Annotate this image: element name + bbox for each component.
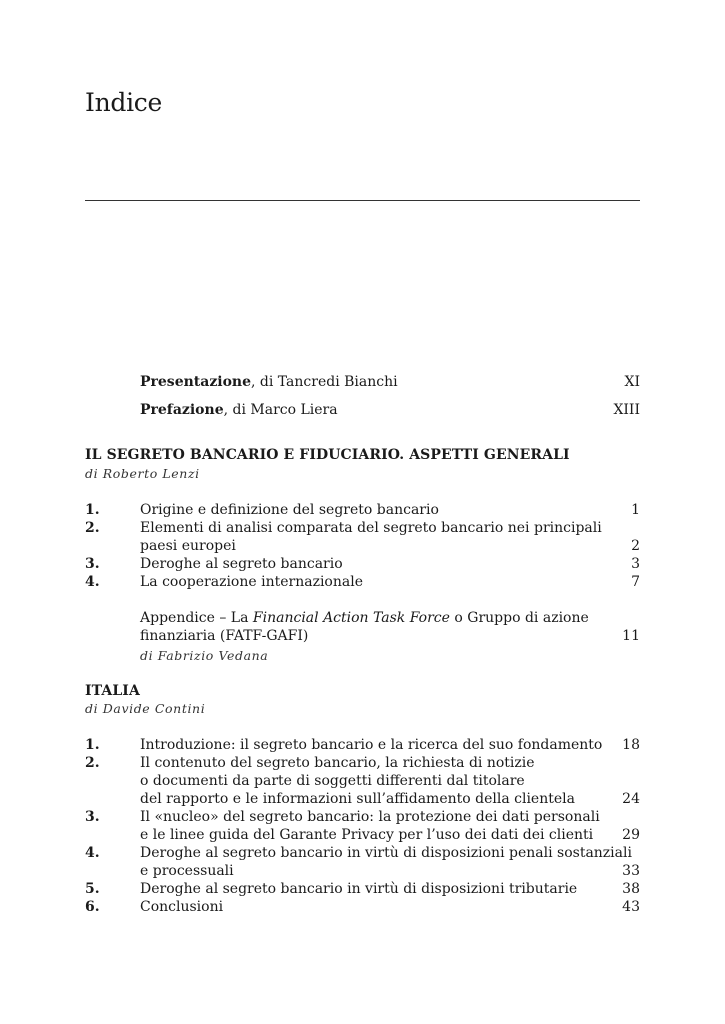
page-number: 18 [622,737,640,753]
entry-text: Il «nucleo» del segreto bancario: la protezione dei dati personali [140,809,600,825]
entry-text: o documenti da parte di soggetti differenti dal titolare [140,773,525,789]
entry-number: 2. [85,520,100,536]
entry-text: Conclusioni [140,899,224,915]
toc-entry-presentazione[interactable] [140,373,640,391]
page-number: XI [624,374,640,390]
entry-text: paesi europei [140,538,236,554]
page-number: 3 [631,556,640,572]
entry-number: 1. [85,502,100,518]
page-number: 24 [622,791,640,807]
entry-text: Il contenuto del segreto bancario, la richiesta di notizie [140,755,535,771]
entry-text: Deroghe al segreto bancario in virtù di disposizioni penali sostanziali [140,845,632,861]
page-number: 2 [631,538,640,554]
entry-number: 5. [85,881,100,897]
entry-number: 4. [85,574,100,590]
appendix-suffix: o Gruppo di azione [449,610,589,626]
page-number: XIII [613,402,640,418]
section-title: ITALIA [85,683,140,699]
entry-text: finanziaria (FATF-GAFI) [140,628,309,644]
page-number: 7 [631,574,640,590]
section-author: di Davide Contini [85,701,206,716]
entry-text: e le linee guida del Garante Privacy per l’uso dei dati dei clienti [140,827,594,843]
entry-number: 1. [85,737,100,753]
entry-text: del rapporto e le informazioni sull’affidamento della clientela [140,791,575,807]
entry-number: 3. [85,809,100,825]
page-number: 38 [622,881,640,897]
title-divider [85,200,640,201]
entry-text: Elementi di analisi comparata del segreto bancario nei principali [140,520,602,536]
entry-number: 6. [85,899,100,915]
entry-text: Deroghe al segreto bancario [140,556,343,572]
appendix-italic-title: Financial Action Task Force [252,610,450,626]
entry-number: 4. [85,845,100,861]
appendix-author: di Fabrizio Vedana [140,648,269,663]
entry-text: e processuali [140,863,234,879]
page-number: 1 [631,502,640,518]
page-title: Indice [85,88,162,117]
entry-text: La cooperazione internazionale [140,574,363,590]
entry-text: Origine e definizione del segreto bancario [140,502,439,518]
page-number: 33 [622,863,640,879]
toc-entry-prefazione[interactable] [140,401,640,419]
page-number: 29 [622,827,640,843]
entry-label: Presentazione [140,374,252,390]
section-title: IL SEGRETO BANCARIO E FIDUCIARIO. ASPETTI GENERALI [85,447,570,463]
page-number: 43 [622,899,640,915]
page-number: 11 [622,628,640,644]
appendix-prefix: Appendice – La [140,610,253,626]
entry-number: 3. [85,556,100,572]
entry-text: Introduzione: il segreto bancario e la ricerca del suo fondamento [140,737,603,753]
entry-author: , di Marco Liera [223,402,338,418]
section-author: di Roberto Lenzi [85,466,200,481]
entry-author: , di Tancredi Bianchi [251,374,398,390]
entry-label: Prefazione [140,402,224,418]
entry-text: Deroghe al segreto bancario in virtù di disposizioni tributarie [140,881,578,897]
entry-number: 2. [85,755,100,771]
